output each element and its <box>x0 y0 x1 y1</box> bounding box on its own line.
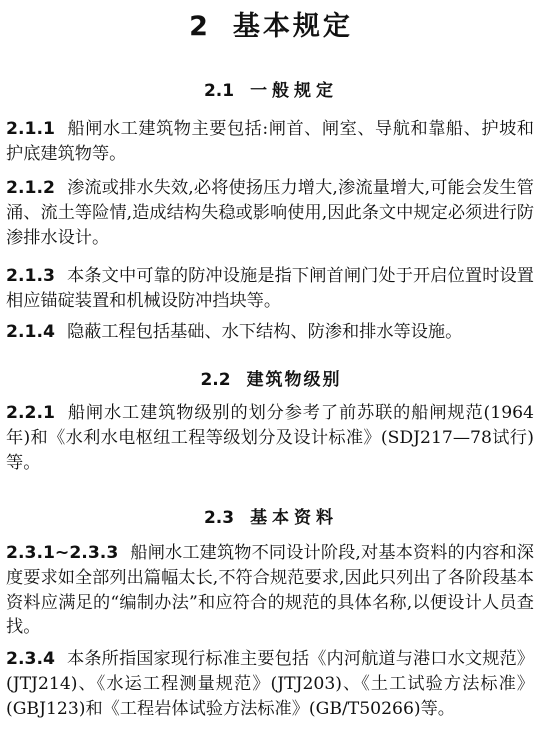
section-number: 2.1 <box>203 81 235 101</box>
clause <box>6 117 534 167</box>
clause-number: 2.1.2 <box>6 178 55 198</box>
clause-text: 船闸水工建筑物不同设计阶段,对基本资料的内容和深度要求如全部列出篇幅太长,不符合规范要求,因此只列出了各阶段基本资料应满足的“编制办法”和应符合的规范的具体名称,以便设计人员查找。 <box>6 543 534 638</box>
clause <box>6 401 534 475</box>
section-heading <box>0 365 542 390</box>
clause <box>6 264 534 314</box>
clause-text: 本条所指国家现行标准主要包括《内河航道与港口水文规范》(JTJ214)、《水运工程测量规范》(JTJ203)、《土工试验方法标准》(GBJ123)和《工程岩体试验方法标准》(GB/T50266)等。 <box>6 649 534 719</box>
clause <box>6 320 534 345</box>
section-number: 2.3 <box>203 508 235 528</box>
section-heading <box>0 503 542 528</box>
clause-number: 2.3.1~2.3.3 <box>6 543 119 563</box>
clause-number: 2.1.4 <box>6 322 55 342</box>
clause-text: 渗流或排水失效,必将使扬压力增大,渗流量增大,可能会发生管涌、流土等险情,造成结构失稳或影响使用,因此条文中规定必须进行防渗排水设计。 <box>6 178 534 248</box>
chapter-title <box>0 4 542 43</box>
section-number: 2.2 <box>200 370 231 390</box>
clause <box>6 541 534 640</box>
clause-text: 船闸水工建筑物主要包括:闸首、闸室、导航和靠船、护坡和护底建筑物等。 <box>6 119 534 164</box>
clause-number: 2.3.4 <box>6 649 55 669</box>
clause-number: 2.1.1 <box>6 119 55 139</box>
section-name: 基本资料 <box>250 508 339 528</box>
clause-number: 2.2.1 <box>6 403 55 423</box>
section-heading <box>0 76 542 101</box>
clause-number: 2.1.3 <box>6 266 55 286</box>
clause-text: 本条文中可靠的防冲设施是指下闸首闸门处于开启位置时设置相应锚碇装置和机械设防冲挡块等。 <box>6 266 534 311</box>
clause <box>6 176 534 250</box>
chapter-number: 2 <box>189 11 211 42</box>
chapter-name: 基本规定 <box>232 11 353 42</box>
clause-text: 船闸水工建筑物级别的划分参考了前苏联的船闸规范(1964年)和《水利水电枢纽工程等级划分及设计标准》(SDJ217—78试行)等。 <box>6 403 534 473</box>
clause <box>6 647 534 721</box>
clause-text: 隐蔽工程包括基础、水下结构、防渗和排水等设施。 <box>66 322 463 342</box>
section-name: 一般规定 <box>250 81 339 101</box>
section-name: 建筑物级别 <box>246 370 342 390</box>
